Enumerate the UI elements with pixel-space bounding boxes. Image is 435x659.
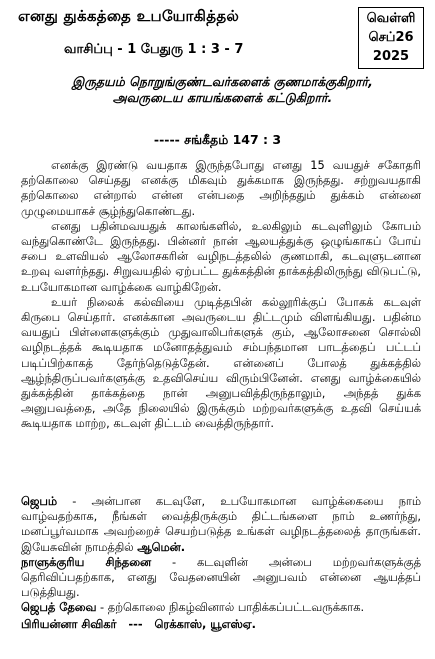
devotional-body	[21, 158, 421, 432]
need-text: - தற்கொலை நிகழ்வினால் பாதிக்கப்பட்டவருக்காக.	[96, 600, 365, 615]
prayer-need	[21, 600, 421, 615]
thought-text: - கடவுளின் அன்பை மற்றவர்களுக்குத் தெரிவிப்பதற்காக, எனது வேதனையின் அனுபவம் என்னை ஆயத்தப் படுத்தியது.	[21, 554, 421, 600]
author-name: பிரியன்னா சிவிகர்	[21, 616, 117, 631]
date-day: வெள்ளி	[366, 11, 416, 26]
verse-reference: ----- சங்கீதம் 147 : 3	[153, 132, 282, 147]
bible-reading: வாசிப்பு - 1 பேதுரு 1 : 3 - 7	[64, 42, 244, 57]
author-line	[21, 617, 421, 632]
prayer	[21, 494, 421, 555]
page-title: எனது துக்கத்தை உபயோகித்தல்	[18, 7, 240, 25]
thought-for-day	[21, 555, 421, 601]
closing-section	[21, 494, 421, 632]
author-dashes: ---	[128, 616, 143, 631]
author-place: ரெக்காஸ், யூஎஸ்ஏ.	[154, 616, 256, 631]
theme-verse	[20, 74, 425, 106]
need-label: ஜெபத் தேவை	[21, 600, 97, 615]
thought-label: நாளுக்குரிய சிந்தனை	[21, 554, 152, 569]
paragraph-2: எனது பதின்மவயதுக் காலங்களில், உலகிலும் கடவுளிலும் கோபம் வந்துகொண்டே இருந்தது. பின்னர் நான் ஆலயத்துக்கு ஒழுங்காகப் போய் சபை உளவியல் ஆலோசகரின் வழிநடத்தலில் குணமாகி, கடவுளுடனான உறவு வளர்ந்தது. சிறுவயதில் ஏற்பட்ட துக்கத்தின் தாக்கத்திலிருந்து விடுபட்டு, உபயோகமான வாழ்க்கை வாழ்கிறேன்.	[21, 218, 421, 294]
prayer-text: - அன்பான கடவுளே, உபயோகமான வாழ்க்கையை நாம் வாழ்வதற்காக, நீங்கள் வைத்திருக்கும் திட்டங்களை நாம் உணர்ந்து, மனப்பூர்வமாக அவற்றைச் செயற்படுத்த உங்கள் வழிநடத்தலைத் தாருங்கள். இயேசுவின் நாமத்தில்	[21, 494, 421, 554]
paragraph-3: உயர் நிலைக் கல்வியை முடித்தபின் கல்லூரிக்குப் போகக் கடவுள் கிருபை செய்தார். எனக்கான அவருடைய திட்டமும் விளங்கியது. பதின்ம வயதுப் பிள்ளைகளுக்கும் முதுவாலிபர்களுக் கும், ஆலோசனை சொல்லி வழிநடத்தக் கூடியதாக மனோதத்துவம் சம்பந்தமான பாடத்தைப் பட்டப் படிப்பிற்காகத் தேர்ந்தெடுத்தேன். என்னைப் போலத் துக்கத்தில் ஆழ்ந்திருப்பவர்களுக்கு உதவிசெய்ய விரும்பினேன். எனது வாழ்க்கையில் துக்கத்தின் தாக்கத்தை நான் அனுபவித்திருந்தாலும், அந்தத் துக்க அனுபவத்தை, அதே நிலையில் இருக்கும் மற்றவர்களுக்கு உதவி செய்யக் கூடியதாக மாற்ற, கடவுள் திட்டம் வைத்திருந்தார்.	[21, 294, 421, 431]
prayer-label: ஜெபம்	[21, 494, 58, 508]
prayer-amen: ஆமென்.	[137, 539, 186, 554]
theme-line-2: அவருடைய காயங்களைக் கட்டுகிறார்.	[112, 90, 333, 105]
paragraph-1: எனக்கு இரண்டு வயதாக இருந்தபோது எனது 15 வயதுச் சகோதரி தற்கொலை செய்தது எனக்கு மிகவும் துக்கமாக இருந்தது. சற்றுவயதாகி தற்கொலை என்றால் என்ன என்பதை அறிந்ததும் துக்கம் என்னை முழுமையாகச் சூழ்ந்துகொண்டது.	[21, 158, 421, 218]
date-box	[358, 7, 424, 69]
date-month-day: செப்26	[368, 30, 414, 45]
theme-line-1: இருதயம் நொறுங்குண்டவர்களைக் குணமாக்குகிறார்,	[72, 74, 373, 89]
date-year: 2025	[372, 49, 410, 64]
